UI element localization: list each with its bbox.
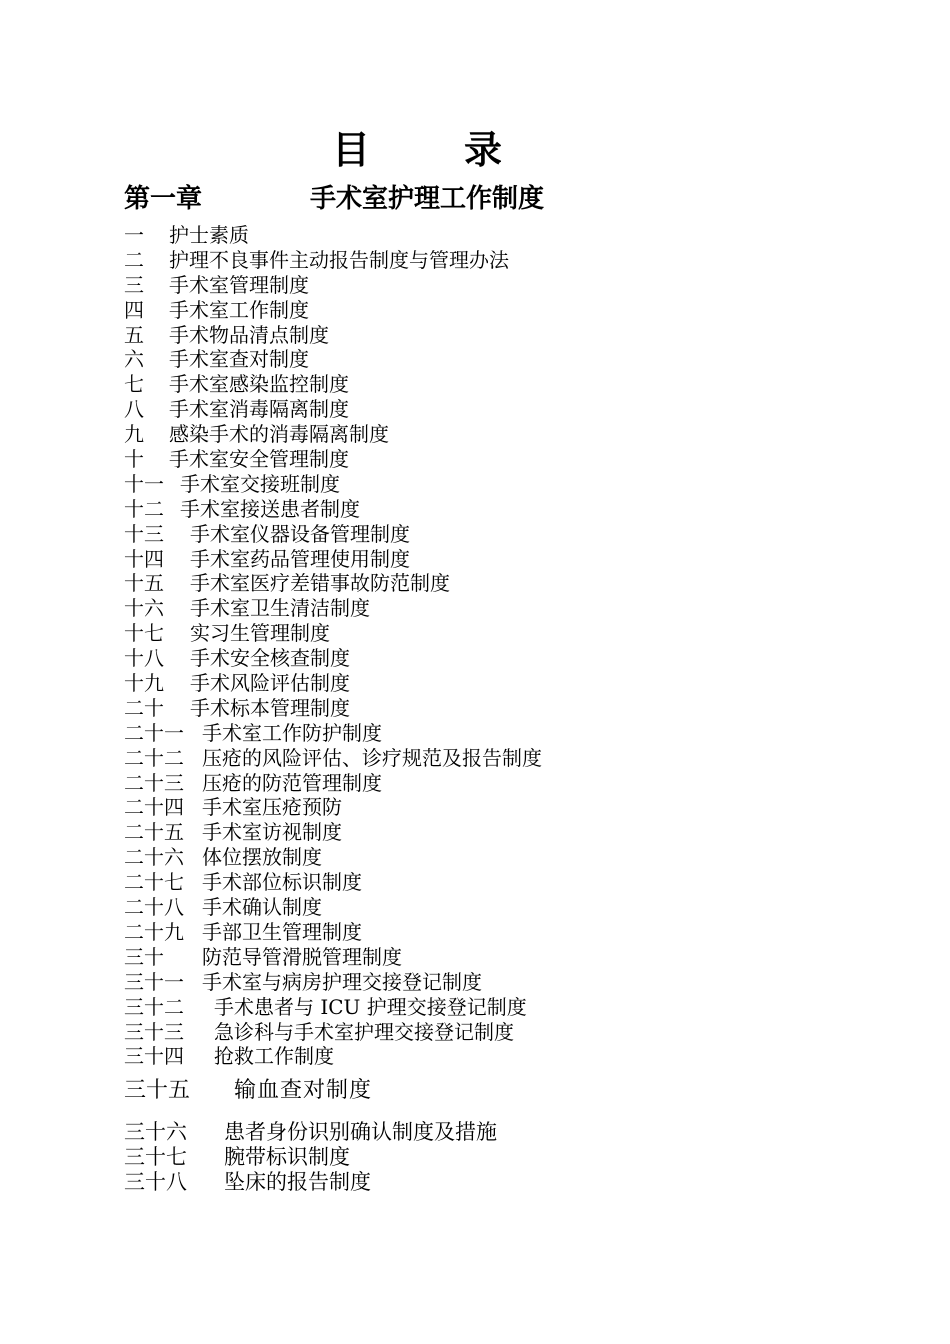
toc-item-number: 十五 xyxy=(124,571,164,596)
toc-item-label: 手术室药品管理使用制度 xyxy=(190,546,410,571)
toc-item-number: 七 xyxy=(124,372,144,397)
toc-item-number: 三 xyxy=(124,272,144,297)
toc-item xyxy=(124,1145,824,1170)
toc-item xyxy=(124,621,824,646)
toc-item-number: 二十五 xyxy=(124,820,184,845)
toc-item-label: 实习生管理制度 xyxy=(190,621,330,646)
toc-item-number: 十八 xyxy=(124,646,164,671)
toc-item xyxy=(124,870,824,895)
toc-item-label: 手术室与病房护理交接登记制度 xyxy=(202,969,482,994)
toc-item xyxy=(124,522,824,547)
toc-item xyxy=(124,323,824,348)
chapter-number: 第一章 xyxy=(124,184,203,214)
toc-item-label: 手术室感染监控制度 xyxy=(169,372,349,397)
toc-item-number: 二十八 xyxy=(124,895,184,920)
toc-item-label: 手术室查对制度 xyxy=(169,347,309,372)
toc-item-label: 腕带标识制度 xyxy=(224,1145,350,1169)
toc-item-label: 手术风险评估制度 xyxy=(190,671,350,696)
toc-item xyxy=(124,845,824,870)
toc-item-label: 防范导管滑脱管理制度 xyxy=(202,944,402,969)
toc-item-label: 手术安全核查制度 xyxy=(190,646,350,671)
toc-item xyxy=(124,945,824,970)
toc-item xyxy=(124,970,824,995)
toc-item-number: 二十一 xyxy=(124,720,184,745)
toc-item xyxy=(124,397,824,422)
toc-item-number: 二十六 xyxy=(124,845,184,870)
toc-item xyxy=(124,596,824,621)
toc-item-label: 手术物品清点制度 xyxy=(169,322,329,347)
toc-item xyxy=(124,1120,824,1145)
toc-item-label: 手术室消毒隔离制度 xyxy=(169,397,349,422)
toc-item-number: 八 xyxy=(124,397,144,422)
toc-item-number: 六 xyxy=(124,347,144,372)
toc-item-label: 手术室接送患者制度 xyxy=(180,496,360,521)
toc-item-label: 手术室交接班制度 xyxy=(180,471,340,496)
toc-item-label: 输血查对制度 xyxy=(234,1078,373,1103)
toc-item xyxy=(124,298,824,323)
toc-item-number: 十三 xyxy=(124,521,164,546)
toc-item-number: 一 xyxy=(124,223,144,247)
toc-item-label: 手术室工作防护制度 xyxy=(202,720,382,745)
toc-item-number: 三十三 xyxy=(124,1019,184,1044)
toc-item-number: 五 xyxy=(124,322,144,347)
toc-item xyxy=(124,497,824,522)
toc-item-label: 手术确认制度 xyxy=(202,895,322,920)
toc-item-label: 压疮的风险评估、诊疗规范及报告制度 xyxy=(202,745,542,770)
toc-item xyxy=(124,273,824,298)
toc-item-number: 十 xyxy=(124,447,144,472)
toc-item-number: 九 xyxy=(124,422,144,447)
toc-item-number: 二十四 xyxy=(124,795,184,820)
toc-item-label: 坠床的报告制度 xyxy=(224,1170,371,1194)
toc-item xyxy=(124,223,824,248)
toc-item-label: 急诊科与手术室护理交接登记制度 xyxy=(214,1019,514,1044)
toc-item-label: 护士素质 xyxy=(169,223,249,247)
toc-item xyxy=(124,771,824,796)
toc-item xyxy=(124,1044,824,1069)
toc-list xyxy=(124,223,824,1069)
toc-item xyxy=(124,547,824,572)
toc-item-label: 手术室仪器设备管理制度 xyxy=(190,521,410,546)
toc-item xyxy=(124,696,824,721)
toc-item-label: 手术部位标识制度 xyxy=(202,870,362,895)
toc-list-section-2 xyxy=(124,1076,824,1106)
toc-item xyxy=(124,895,824,920)
toc-item-label: 手术患者与 ICU 护理交接登记制度 xyxy=(214,994,527,1019)
toc-item-number: 三十二 xyxy=(124,994,184,1019)
toc-item-number: 二十二 xyxy=(124,745,184,770)
toc-list-section-3 xyxy=(124,1120,824,1195)
toc-item-number: 三十四 xyxy=(124,1044,184,1069)
toc-item-number: 三十 xyxy=(124,944,164,969)
toc-item-number: 十一 xyxy=(124,471,164,496)
toc-item xyxy=(124,422,824,447)
toc-item-number: 四 xyxy=(124,297,144,322)
toc-item-label: 手术室压疮预防 xyxy=(202,795,342,820)
toc-item-label: 体位摆放制度 xyxy=(202,845,322,870)
toc-item-number: 二十七 xyxy=(124,870,184,895)
chapter-title: 手术室护理工作制度 xyxy=(310,184,545,214)
toc-item-label: 手术室卫生清洁制度 xyxy=(190,596,370,621)
toc-item-number: 十七 xyxy=(124,621,164,646)
toc-item xyxy=(124,372,824,397)
toc-item xyxy=(124,248,824,273)
page-title: 目 录 xyxy=(331,127,530,172)
toc-item-label: 手术室安全管理制度 xyxy=(169,447,349,472)
toc-item-number: 十六 xyxy=(124,596,164,621)
toc-item-label: 手部卫生管理制度 xyxy=(202,919,362,944)
toc-item-label: 感染手术的消毒隔离制度 xyxy=(169,422,389,447)
toc-item xyxy=(124,1076,824,1106)
toc-item xyxy=(124,920,824,945)
toc-item-label: 抢救工作制度 xyxy=(214,1044,334,1069)
toc-item xyxy=(124,820,824,845)
toc-item-number: 十二 xyxy=(124,496,164,521)
toc-item xyxy=(124,347,824,372)
toc-item-number: 十四 xyxy=(124,546,164,571)
toc-item-label: 手术标本管理制度 xyxy=(190,695,350,720)
toc-item-label: 手术室访视制度 xyxy=(202,820,342,845)
toc-item-label: 手术室工作制度 xyxy=(169,297,309,322)
toc-item-label: 护理不良事件主动报告制度与管理办法 xyxy=(169,247,509,272)
toc-item-label: 手术室管理制度 xyxy=(169,272,309,297)
toc-item xyxy=(124,447,824,472)
toc-item xyxy=(124,671,824,696)
toc-item-label: 患者身份识别确认制度及措施 xyxy=(224,1120,497,1144)
toc-item xyxy=(124,746,824,771)
toc-item-number: 二十三 xyxy=(124,770,184,795)
toc-item-number: 三十七 xyxy=(124,1145,187,1169)
toc-item-number: 三十六 xyxy=(124,1120,187,1144)
toc-item-number: 十九 xyxy=(124,671,164,696)
toc-item xyxy=(124,1020,824,1045)
toc-item xyxy=(124,795,824,820)
toc-item-number: 三十一 xyxy=(124,969,184,994)
toc-item xyxy=(124,571,824,596)
toc-item xyxy=(124,721,824,746)
toc-item-number: 二 xyxy=(124,247,144,272)
toc-item xyxy=(124,995,824,1020)
toc-item xyxy=(124,1170,824,1195)
toc-item xyxy=(124,646,824,671)
toc-item-number: 三十八 xyxy=(124,1170,187,1194)
toc-item-number: 三十五 xyxy=(124,1078,191,1103)
toc-item-label: 压疮的防范管理制度 xyxy=(202,770,382,795)
toc-item-number: 二十九 xyxy=(124,919,184,944)
toc-item-number: 二十 xyxy=(124,695,164,720)
toc-item xyxy=(124,472,824,497)
toc-item-label: 手术室医疗差错事故防范制度 xyxy=(190,571,450,596)
